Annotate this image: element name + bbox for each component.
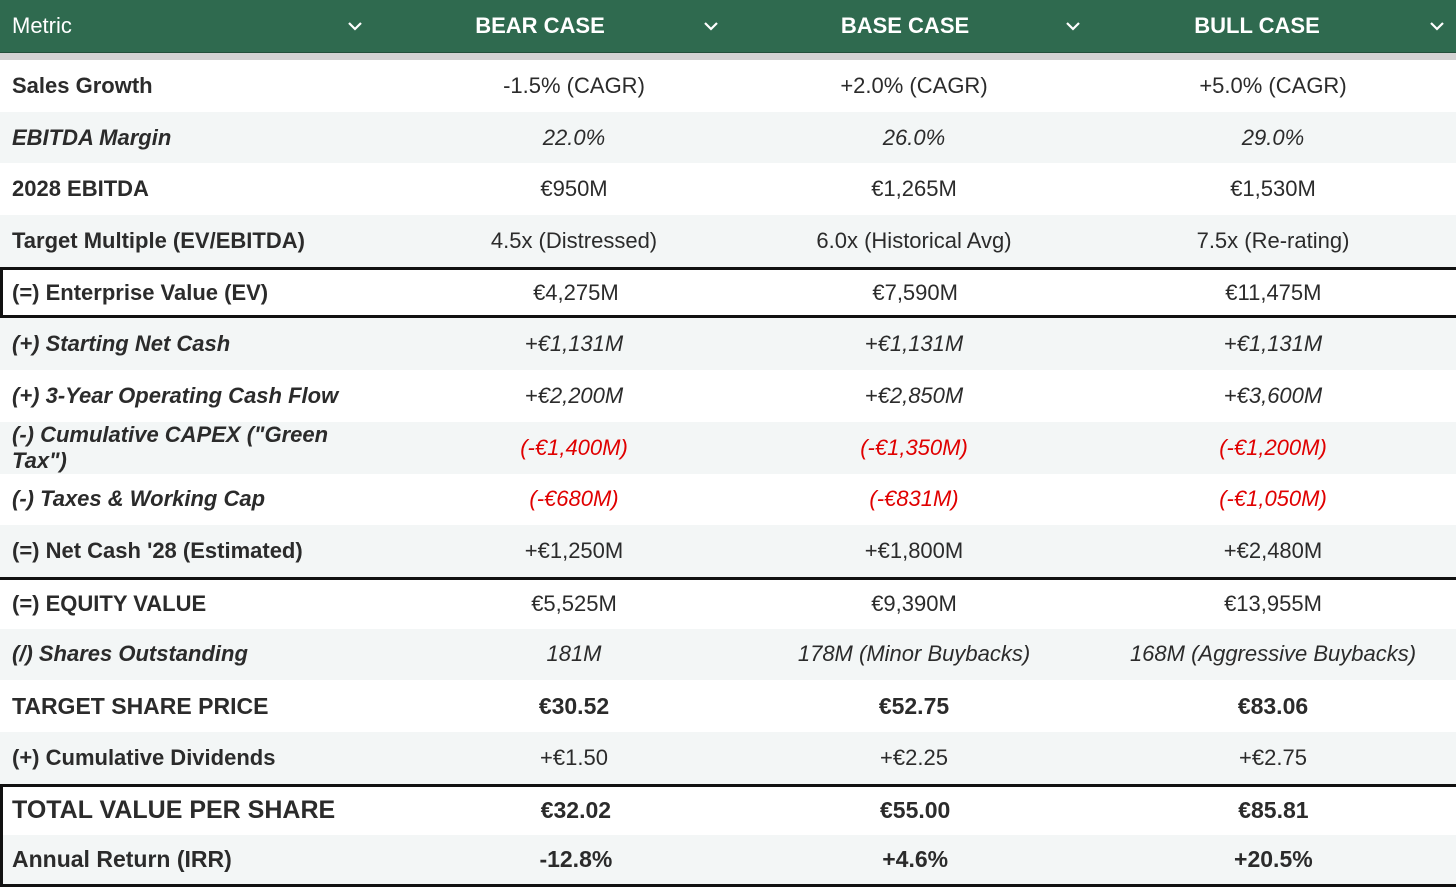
bear-cell: -1.5% (CAGR): [503, 72, 645, 98]
bear-cell: (-€1,400M): [520, 434, 628, 460]
bear-cell: €30.52: [538, 692, 610, 719]
metric-cell: (-) Taxes & Working Cap: [12, 486, 266, 512]
metric-cell: (=) EQUITY VALUE: [12, 591, 207, 617]
bull-cell: +€2.75: [1239, 744, 1307, 770]
metric-cell: Annual Return (IRR): [12, 846, 232, 873]
bear-cell: €32.02: [540, 797, 612, 824]
base-cell: (-€831M): [869, 486, 959, 512]
bear-cell: €5,525M: [531, 591, 617, 617]
table-row: [0, 318, 1456, 370]
bull-cell: 29.0%: [1241, 124, 1305, 150]
table-row: [0, 370, 1456, 422]
column-header-label: Metric: [12, 13, 72, 38]
header-divider: [0, 53, 1456, 60]
bull-cell: €11,475M: [1225, 279, 1322, 305]
column-header-label: BULL CASE: [1194, 13, 1320, 38]
metric-cell: (/) Shares Outstanding: [12, 641, 248, 667]
metric-cell: EBITDA Margin: [12, 124, 172, 150]
metric-cell: (=) Enterprise Value (EV): [12, 279, 269, 305]
column-header-metric[interactable]: [0, 0, 372, 52]
bear-cell: +€2,200M: [524, 382, 624, 408]
bull-cell: (-€1,050M): [1219, 486, 1327, 512]
metric-cell: 2028 EBITDA: [12, 176, 149, 202]
table-row-irr: [0, 835, 1456, 887]
bull-cell: €85.81: [1238, 797, 1309, 824]
base-cell: +€2,850M: [864, 382, 964, 408]
base-cell: 178M (Minor Buybacks): [797, 641, 1031, 667]
base-cell: €7,590M: [872, 279, 958, 305]
metric-cell: TOTAL VALUE PER SHARE: [12, 796, 336, 825]
table-row: [0, 112, 1456, 164]
bull-cell: +€3,600M: [1223, 382, 1323, 408]
bull-cell: 168M (Aggressive Buybacks): [1129, 641, 1417, 667]
table-row-enterprise-value: [0, 267, 1456, 319]
bear-cell: -12.8%: [539, 846, 613, 873]
table-row-total-value: [0, 784, 1456, 836]
bear-cell: €4,275M: [533, 279, 619, 305]
table-row-target-price: [0, 680, 1456, 732]
bull-cell: €13,955M: [1224, 591, 1322, 617]
table-row: [0, 215, 1456, 267]
column-header-label: BASE CASE: [840, 13, 970, 38]
metric-cell: TARGET SHARE PRICE: [12, 692, 269, 719]
table-row: [0, 422, 1456, 474]
table-row: [0, 163, 1456, 215]
metric-cell: (=) Net Cash '28 (Estimated): [12, 538, 303, 564]
base-cell: €55.00: [879, 797, 951, 824]
metric-cell: Sales Growth: [12, 72, 153, 98]
base-cell: €1,265M: [871, 176, 957, 202]
bull-cell: +20.5%: [1234, 846, 1313, 873]
chevron-down-icon[interactable]: [344, 15, 366, 37]
column-header-label: BEAR CASE: [475, 13, 605, 38]
metric-cell: (+) Starting Net Cash: [12, 331, 231, 357]
table-row-equity-value: [0, 577, 1456, 629]
base-cell: +€1,800M: [864, 538, 964, 564]
metric-cell: Target Multiple (EV/EBITDA): [12, 227, 305, 253]
table-row: [0, 474, 1456, 526]
table-row: [0, 525, 1456, 577]
base-cell: 6.0x (Historical Avg): [816, 227, 1012, 253]
bull-cell: 7.5x (Re-rating): [1196, 227, 1350, 253]
metric-cell: (+) 3-Year Operating Cash Flow: [12, 382, 339, 408]
base-cell: €52.75: [878, 692, 950, 719]
chevron-down-icon[interactable]: [1062, 15, 1084, 37]
bear-cell: +€1,250M: [524, 538, 624, 564]
bear-cell: 4.5x (Distressed): [490, 227, 658, 253]
column-header-base-case[interactable]: [728, 0, 1090, 52]
bull-cell: +€1,131M: [1223, 331, 1323, 357]
chevron-down-icon[interactable]: [1426, 15, 1448, 37]
bull-cell: +€2,480M: [1223, 538, 1323, 564]
table-header: [0, 0, 1456, 53]
chevron-down-icon[interactable]: [700, 15, 722, 37]
bear-cell: 22.0%: [542, 124, 606, 150]
metric-cell: (+) Cumulative Dividends: [12, 744, 276, 770]
bear-cell: 181M: [546, 641, 602, 667]
table-row: [0, 732, 1456, 784]
bear-cell: +€1,131M: [524, 331, 624, 357]
base-cell: +4.6%: [882, 846, 949, 873]
base-cell: +€1,131M: [864, 331, 964, 357]
bear-cell: €950M: [540, 176, 608, 202]
bull-cell: €1,530M: [1230, 176, 1316, 202]
table-row: [0, 629, 1456, 681]
base-cell: +2.0% (CAGR): [840, 72, 988, 98]
metric-cell: (-) Cumulative CAPEX ("Green Tax"): [12, 421, 329, 473]
column-header-bear-case[interactable]: [372, 0, 728, 52]
bull-cell: +5.0% (CAGR): [1199, 72, 1347, 98]
column-header-bull-case[interactable]: [1090, 0, 1456, 52]
bull-cell: €83.06: [1237, 692, 1309, 719]
bear-cell: +€1.50: [540, 744, 608, 770]
base-cell: (-€1,350M): [860, 434, 968, 460]
bull-cell: (-€1,200M): [1219, 434, 1327, 460]
base-cell: €9,390M: [871, 591, 957, 617]
base-cell: 26.0%: [882, 124, 946, 150]
bear-cell: (-€680M): [529, 486, 619, 512]
table-row: [0, 60, 1456, 112]
base-cell: +€2.25: [880, 744, 948, 770]
